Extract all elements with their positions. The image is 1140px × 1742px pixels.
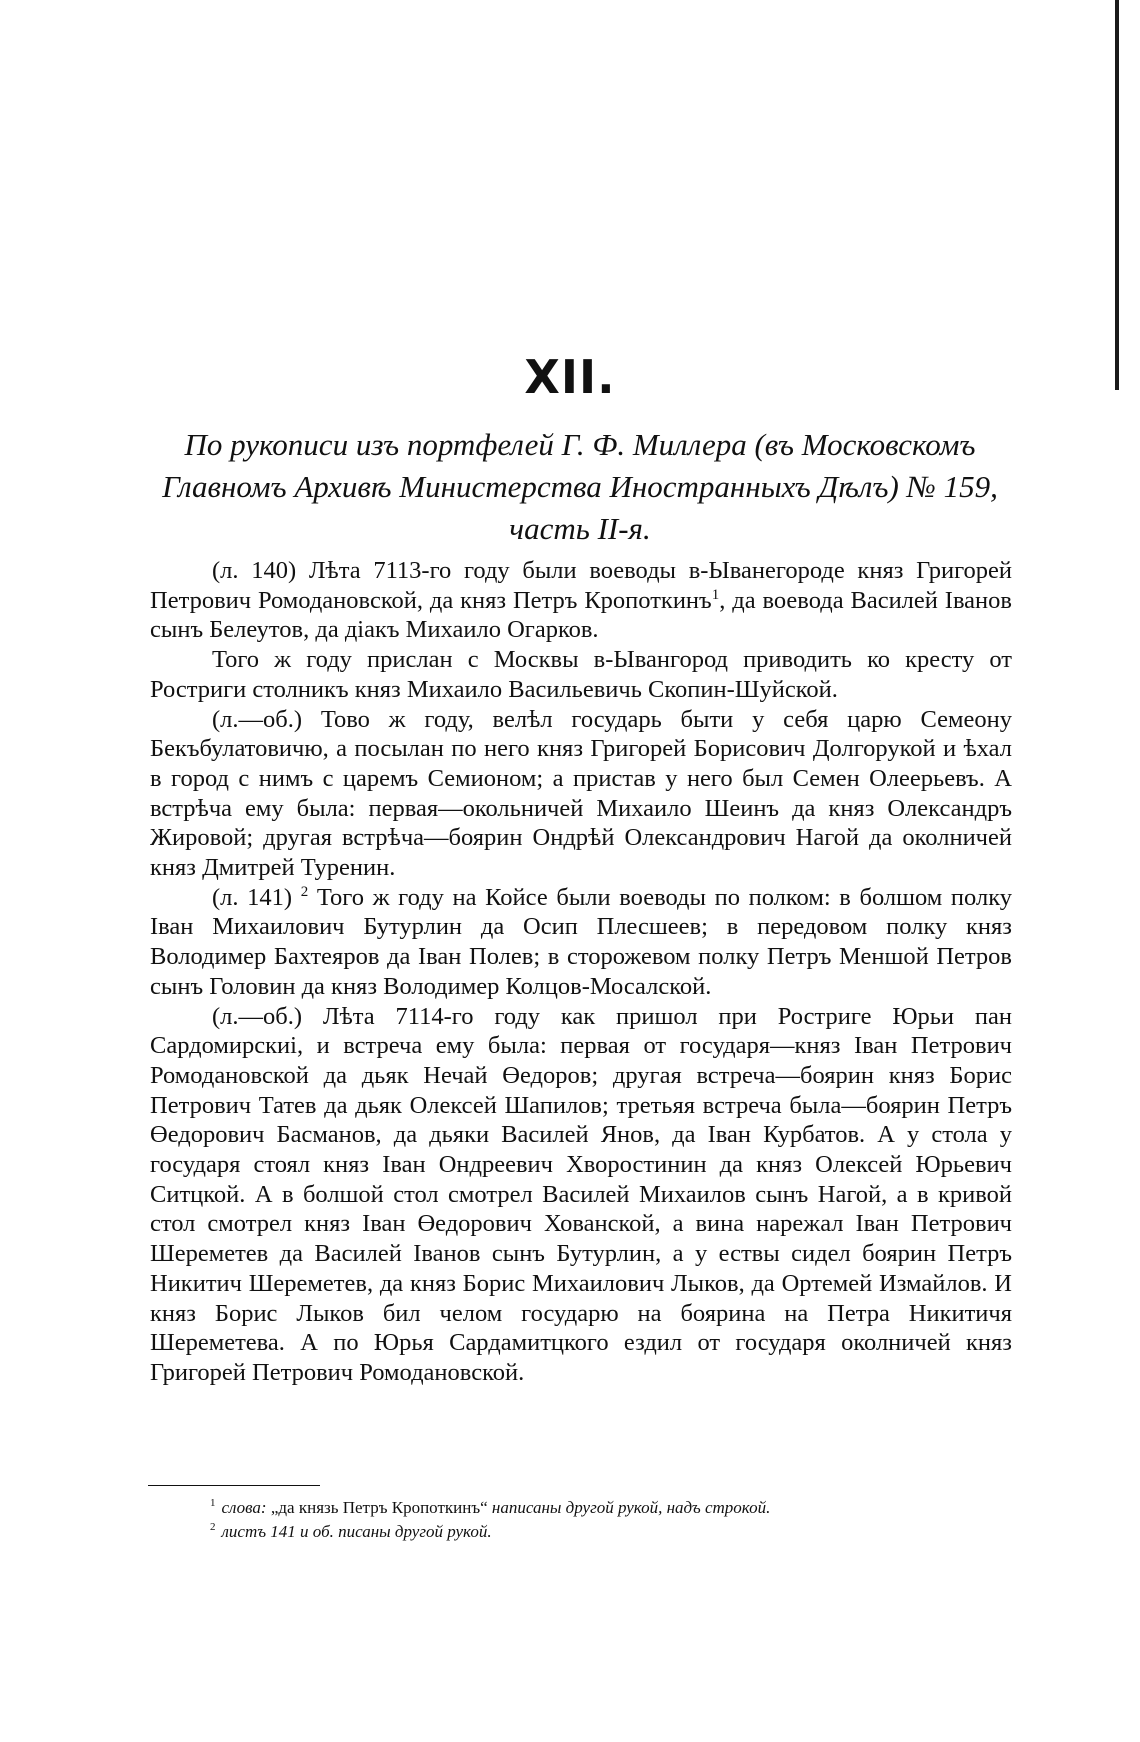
paragraph-4-text-a: (л. 141): [212, 883, 293, 911]
subtitle-line-3: часть II-я.: [509, 511, 651, 546]
footnotes: [150, 1496, 1012, 1544]
paragraph-1: [150, 556, 1012, 645]
paragraph-1-text-a: (л. 140) Лѣта 7113-го году были воеводы в-Ыванегороде княз Григорей Петрович Ромодановской, да княз Петръ Кропоткинъ: [150, 557, 1012, 614]
footnote-2-text: листъ 141 и об. писаны другой рукой.: [221, 1522, 492, 1541]
scan-edge-line: [1115, 0, 1119, 390]
subtitle-line-2: Главномъ Архивѣ Министерства Иностранныхъ Дѣлъ) № 159,: [162, 469, 998, 504]
paragraph-1-text-b: , да воевода Василей Іванов сынъ Белеутов, да діакъ Михаило Огарков.: [150, 586, 1012, 644]
footnote-1-note: написаны другой рукой, надъ строкой.: [491, 1498, 771, 1517]
footnote-divider: [148, 1485, 320, 1486]
paragraph-5: (л.—об.) Лѣта 7114-го году как пришол при Ростриге Юрьи пан Сардомирскиі, и встреча ему была: первая от государя—княз Іван Петрович Ромодановской да дьяк Нечай Өедоров; другая встреча—боярин княз Борис Петрович Татев да дьяк Олексей Шапилов; третьяя встреча была—боярин Петръ Өедорович Басманов, да дьяки Василей Янов, да Іван Курбатов. А у стола у государя стоял княз Іван Ондреевич Хворостинин да княз Олексей Юрьевич Ситцкой. А в болшой стол смотрел Василей Михаилов сынъ Нагой, а в кривой стол смотрел княз Іван Өедорович Хованской, а вина нарежал Іван Петрович Шереметев да Василей Іванов сынъ Бутурлин, а у ествы сидел боярин Петръ Никитич Шереметев, да княз Борис Михаилович Лыков, да Ортемей Измайлов. И княз Борис Лыков бил челом государю на боярина на Петра Никитичя Шереметева. А по Юрья Сардамитцкого ездил от государя околничей княз Григорей Петрович Ромодановской.: [150, 1002, 1012, 1386]
footnote-2-number: 2: [210, 1521, 216, 1534]
section-subtitle: [150, 424, 1010, 550]
paragraph-4: [150, 883, 1012, 1002]
subtitle-line-1: По рукописи изъ портфелей Г. Ф. Миллера (въ Московскомъ: [184, 427, 976, 462]
footnote-1-label: слова:: [221, 1498, 267, 1517]
footnote-1: [150, 1496, 1012, 1520]
paragraph-2: Того ж году прислан с Москвы в-Ывангород приводить ко кресту от Ростриги столникъ княз Михаило Васильевичь Скопин-Шуйской.: [150, 646, 1012, 703]
footnote-1-quote: „да князь Петръ Кропоткинъ“: [266, 1498, 492, 1517]
footnote-2: [150, 1520, 1012, 1544]
body-text: [150, 556, 1012, 1388]
paragraph-4-text-b: Того ж году на Койсе были воеводы по полком: в болшом полку Іван Михаилович Бутурлин да Осип Плесшеев; в передовом полку княз Володимер Бахтеяров да Іван Полев; в сторожевом полку Петръ Меншой Петров сынъ Головин да княз Володимер Колцов-Мосалской.: [150, 883, 1013, 1000]
footnote-ref-2[interactable]: 2: [300, 883, 309, 900]
paragraph-3: (л.—об.) Тово ж году, велѣл государь быти у себя царю Семеону Бекъбулатовичю, а посылан по него княз Григорей Борисович Долгорукой и ѣхал в город с нимъ с царемъ Семионом; а пристав у него был Семен Олеерьевъ. А встрѣча ему была: первая—окольничей Михаило Шеинъ да княз Олександръ Жировой; другая встрѣча—боярин Ондрѣй Олександрович Нагой да околничей княз Дмитрей Туренин.: [150, 705, 1012, 882]
section-heading: XII.: [524, 350, 616, 404]
footnote-ref-1[interactable]: 1: [711, 586, 720, 603]
footnote-1-number: 1: [210, 1497, 216, 1510]
